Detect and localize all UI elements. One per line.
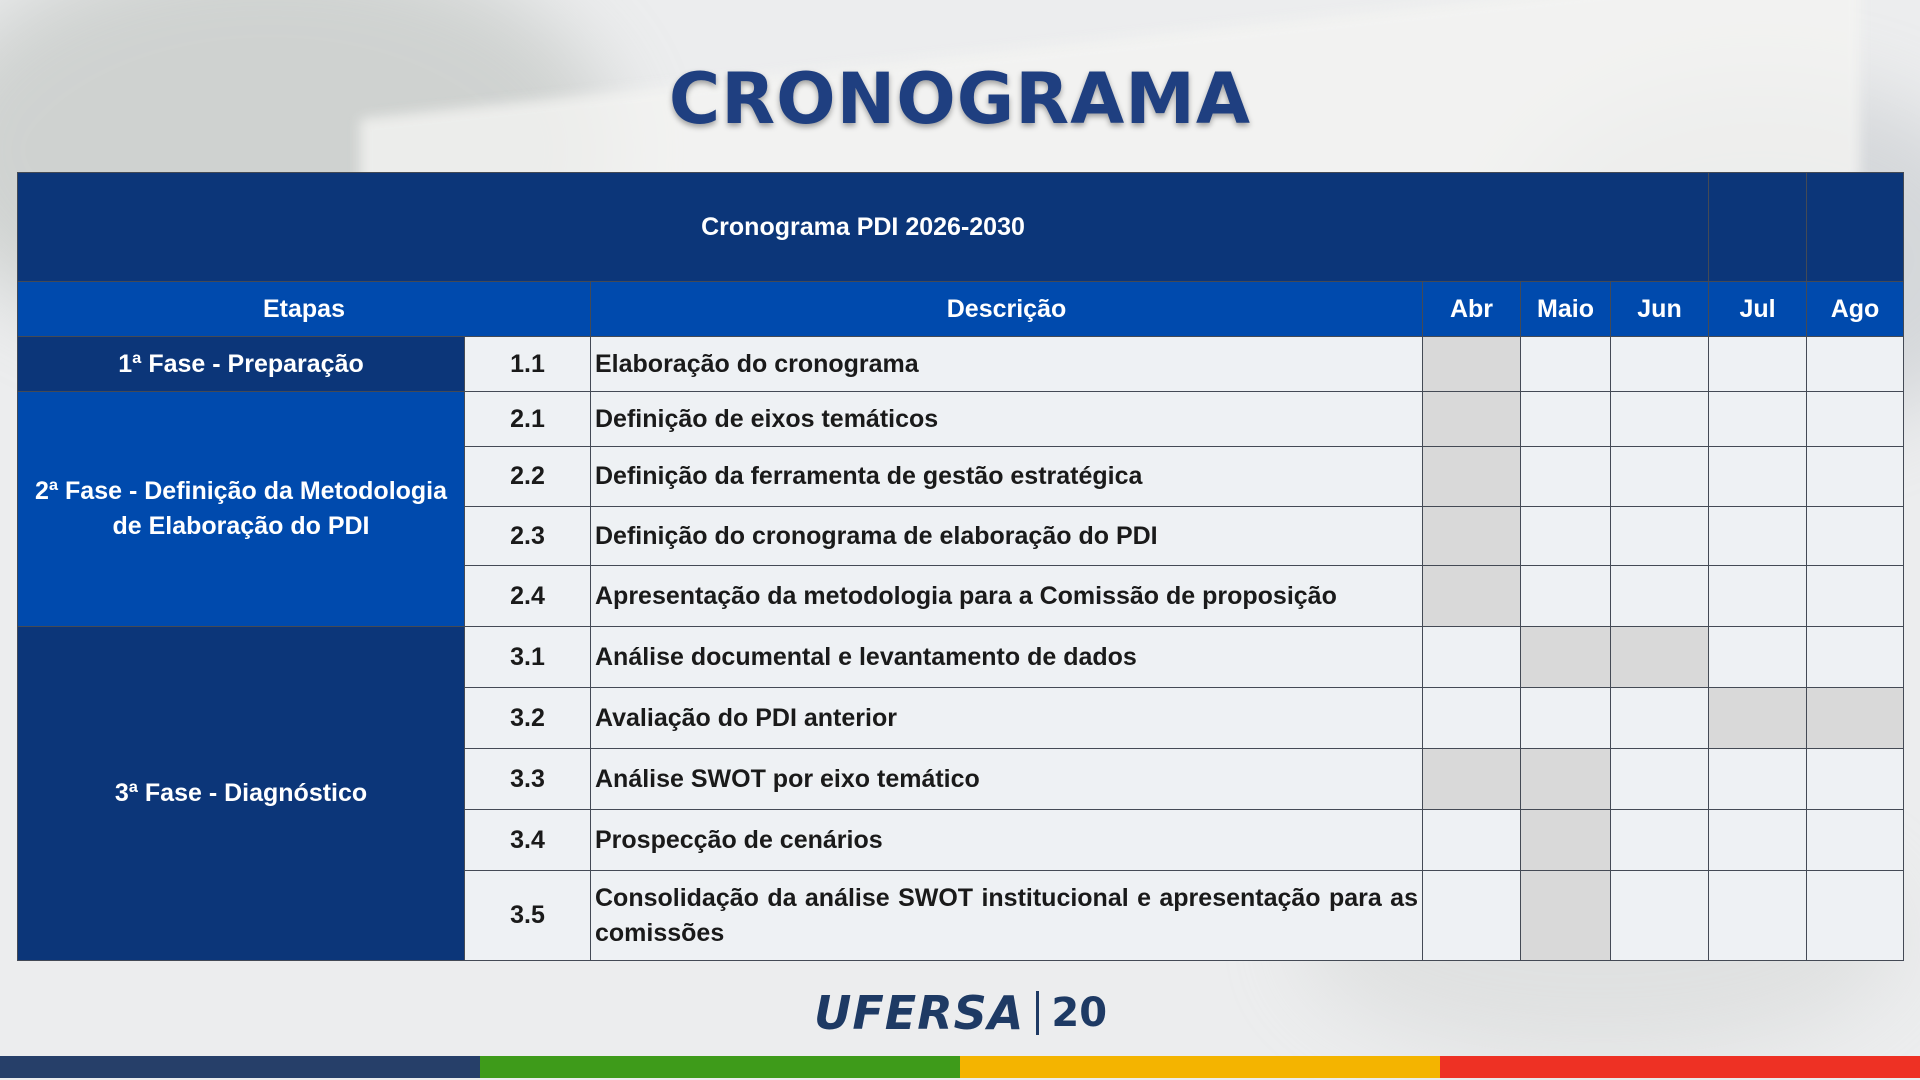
month-cell: [1807, 688, 1904, 749]
month-cell: [1709, 507, 1807, 566]
month-cell: [1611, 749, 1709, 810]
month-cell: [1611, 566, 1709, 627]
month-cell: [1521, 688, 1611, 749]
color-stripe: [0, 1056, 1920, 1078]
month-cell: [1423, 337, 1521, 392]
step-description: Apresentação da metodologia para a Comissão de proposição: [591, 566, 1423, 627]
month-cell: [1423, 566, 1521, 627]
month-cell: [1709, 447, 1807, 507]
phase-label: 2ª Fase - Definição da Metodologia de Elaboração do PDI: [18, 392, 465, 627]
month-cell: [1807, 447, 1904, 507]
caption-empty-cell: [1709, 173, 1807, 282]
header-month: Ago: [1807, 282, 1904, 337]
month-cell: [1709, 749, 1807, 810]
month-cell: [1807, 566, 1904, 627]
step-description: Análise documental e levantamento de dados: [591, 627, 1423, 688]
stripe-segment: [1440, 1056, 1920, 1078]
month-cell: [1611, 392, 1709, 447]
stripe-segment: [0, 1056, 480, 1078]
month-cell: [1423, 871, 1521, 961]
month-cell: [1521, 627, 1611, 688]
month-cell: [1611, 871, 1709, 961]
step-number: 3.2: [465, 688, 591, 749]
month-cell: [1611, 507, 1709, 566]
month-cell: [1807, 392, 1904, 447]
month-cell: [1709, 337, 1807, 392]
month-cell: [1709, 392, 1807, 447]
month-cell: [1611, 337, 1709, 392]
month-cell: [1807, 507, 1904, 566]
month-cell: [1423, 810, 1521, 871]
month-cell: [1423, 392, 1521, 447]
header-month: Jun: [1611, 282, 1709, 337]
month-cell: [1423, 688, 1521, 749]
step-number: 1.1: [465, 337, 591, 392]
step-description: Definição de eixos temáticos: [591, 392, 1423, 447]
header-etapas: Etapas: [18, 282, 591, 337]
month-cell: [1807, 337, 1904, 392]
table-row: [18, 627, 1904, 688]
month-cell: [1521, 507, 1611, 566]
step-number: 3.4: [465, 810, 591, 871]
step-number: 2.1: [465, 392, 591, 447]
month-cell: [1807, 749, 1904, 810]
month-cell: [1521, 392, 1611, 447]
month-cell: [1521, 871, 1611, 961]
step-description: Elaboração do cronograma: [591, 337, 1423, 392]
month-cell: [1521, 749, 1611, 810]
month-cell: [1423, 749, 1521, 810]
month-cell: [1807, 871, 1904, 961]
step-number: 3.5: [465, 871, 591, 961]
ufersa-logo: [814, 985, 1107, 1041]
month-cell: [1611, 447, 1709, 507]
schedule-table: [17, 172, 1904, 961]
step-number: 2.4: [465, 566, 591, 627]
stripe-segment: [480, 1056, 960, 1078]
month-cell: [1709, 688, 1807, 749]
month-cell: [1709, 627, 1807, 688]
month-cell: [1423, 447, 1521, 507]
month-cell: [1423, 507, 1521, 566]
month-cell: [1709, 566, 1807, 627]
phase-label: 3ª Fase - Diagnóstico: [18, 627, 465, 961]
step-description: Prospecção de cenários: [591, 810, 1423, 871]
phase-label: 1ª Fase - Preparação: [18, 337, 465, 392]
step-description: Definição do cronograma de elaboração do PDI: [591, 507, 1423, 566]
table-caption: Cronograma PDI 2026-2030: [18, 173, 1709, 282]
month-cell: [1709, 810, 1807, 871]
month-cell: [1423, 627, 1521, 688]
month-cell: [1521, 810, 1611, 871]
step-description: Definição da ferramenta de gestão estratégica: [591, 447, 1423, 507]
table-row: [18, 392, 1904, 447]
logo-anniversary: 20: [1051, 990, 1108, 1036]
month-cell: [1521, 337, 1611, 392]
month-cell: [1611, 688, 1709, 749]
logo-wordmark: UFERSA: [814, 986, 1025, 1040]
header-month: Abr: [1423, 282, 1521, 337]
step-number: 3.3: [465, 749, 591, 810]
month-cell: [1611, 627, 1709, 688]
step-number: 2.3: [465, 507, 591, 566]
page-title: CRONOGRAMA: [668, 58, 1252, 140]
logo-divider: [1036, 991, 1039, 1035]
month-cell: [1521, 566, 1611, 627]
month-cell: [1807, 810, 1904, 871]
header-month: Maio: [1521, 282, 1611, 337]
month-cell: [1611, 810, 1709, 871]
step-description: Análise SWOT por eixo temático: [591, 749, 1423, 810]
stripe-segment: [960, 1056, 1440, 1078]
header-month: Jul: [1709, 282, 1807, 337]
month-cell: [1709, 871, 1807, 961]
table-row: [18, 337, 1904, 392]
step-number: 3.1: [465, 627, 591, 688]
header-descricao: Descrição: [591, 282, 1423, 337]
step-number: 2.2: [465, 447, 591, 507]
step-description: Avaliação do PDI anterior: [591, 688, 1423, 749]
caption-empty-cell: [1807, 173, 1904, 282]
month-cell: [1807, 627, 1904, 688]
month-cell: [1521, 447, 1611, 507]
step-description: Consolidação da análise SWOT institucional e apresentação para as comissões: [591, 871, 1423, 961]
